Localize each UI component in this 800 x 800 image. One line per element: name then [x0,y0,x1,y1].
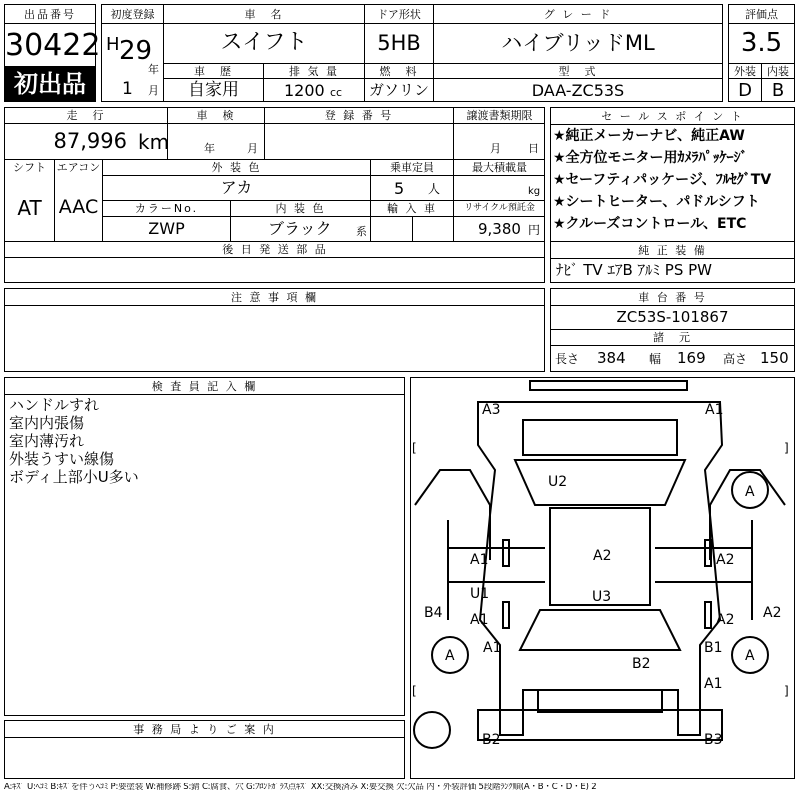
height-value: 150 [760,349,789,367]
model-label: 型 式 [558,65,598,78]
dimensions-label: 諸 元 [653,331,692,344]
transfer-month-unit: 月 [490,142,501,155]
sales-point-item: ★シートヒーター、パドルシフト [553,194,760,210]
door-label: ドア形状 [377,8,421,21]
damage-mark-a2-right-side: A2 [763,605,782,621]
length-label: 長さ [555,352,580,366]
car-name-label: 車 名 [244,8,284,21]
history: 自家用 [188,80,239,100]
damage-mark-a1-left-rear: A1 [483,640,502,656]
inspector-label: 検 査 員 記 入 欄 [151,380,258,393]
score-label: 評価点 [745,8,778,21]
ext-color: アカ [220,178,253,197]
ac: AAC [58,196,99,218]
damage-mark-u1: U1 [470,586,490,602]
sales-points-label: セ ー ル ス ポ イ ン ト [601,110,744,123]
history-label: 車 歴 [194,65,233,78]
notes-label: 注 意 事 項 欄 [231,291,318,304]
sales-point-item: ★セーフティパッケージ、ﾌﾙｾｸﾞTV [553,172,772,188]
displacement: 1200 [284,81,325,100]
fuel: ガソリン [368,81,429,99]
era-year: 29 [119,36,153,66]
damage-mark-b4: B4 [424,605,443,621]
equipment-list: ﾅﾋﾞ TV ｴｱB ｱﾙﾐ PS PW [556,261,712,279]
bracket-close: ] [784,441,789,455]
import-label: 輸 入 車 [387,202,437,215]
int-color: ブラック [268,219,332,238]
damage-mark-b2-center: B2 [632,656,651,672]
later-parts-label: 後 日 発 送 部 品 [222,243,328,256]
lot-label: 出品番号 [24,8,76,21]
int-color-label: 内 装 色 [275,202,326,215]
inspector-note: ハンドルすれ [9,396,100,414]
damage-mark-b3: B3 [704,732,723,748]
damage-mark-a-right-wheel: A [745,648,755,664]
transfer-day-unit: 日 [528,142,539,155]
model: DAA-ZC53S [531,81,625,100]
registration-label: 登 録 番 号 [324,109,394,122]
ac-label: エアコン [56,161,101,174]
chassis-number: ZC53S-101867 [616,308,729,326]
fuel-label: 燃 料 [379,65,419,78]
recycle: 9,380 [478,220,521,238]
displacement-label: 排 気 量 [289,65,339,78]
office-label: 事 務 局 よ り ご 案 内 [133,723,276,736]
inspector-note: 室内薄汚れ [9,432,85,450]
lot-number: 30422 [5,28,101,63]
inspection-label: 車 検 [196,109,236,122]
displacement-unit: cc [330,86,343,99]
damage-mark-a-right-top: A [745,484,755,500]
inspection-year-unit: 年 [204,142,215,155]
mileage: 87,996 [53,129,127,153]
damage-mark-a1-right-rear: A1 [704,676,723,692]
damage-mark-u3: U3 [592,589,612,605]
inspector-note: ボディ上部小U多い [9,468,139,486]
color-no: ZWP [148,219,185,238]
damage-mark-a1-top: A1 [705,402,724,418]
load-unit: kg [528,186,541,197]
width-value: 169 [677,349,706,367]
length-value: 384 [597,349,626,367]
interior-grade: B [771,80,785,101]
capacity-label: 乗車定員 [390,161,434,174]
damage-mark-a1-left-door: A1 [470,552,489,568]
mileage-unit: km [138,130,170,154]
equipment-label: 純 正 装 備 [638,244,707,257]
era: H [106,34,120,55]
damage-mark-b1: B1 [704,640,723,656]
damage-mark-a2-center: A2 [593,548,612,564]
damage-mark-a-left-wheel: A [445,648,455,664]
sales-point-item: ★全方位モニター用ｶﾒﾗﾊﾟｯｹｰｼﾞ [553,150,748,166]
damage-mark-b2-bottom: B2 [482,732,501,748]
color-no-label: カラーNo. [134,202,199,215]
sales-point-item: ★純正メーカーナビ、純正AW [553,128,745,144]
door-type: 5HB [377,31,421,55]
inspection-month-unit: 月 [247,142,258,155]
bracket-open: [ [412,684,417,698]
mileage-label: 走 行 [66,109,106,122]
int-color-unit: 系 [356,225,367,238]
score: 3.5 [740,28,783,58]
legend-footer: A:ｷｽﾞ U:ﾍｺﾐ B:ｷｽﾞを伴うﾍｺﾐ P:要塗装 W:補修跡 S:錆 C:腐食、穴 G:ﾌﾛﾝﾄｶﾞﾗｽ点ｷｽﾞ XX:交換済み X:要交換 欠:欠品 内・外装評価 5段階ﾗﾝｸ順(A・B・C・D・E) 2 [4,783,597,792]
damage-mark-a2-right-rdoor: A2 [716,612,735,628]
damage-mark-a2-right-door: A2 [716,552,735,568]
width-label: 幅 [649,352,662,366]
shift: AT [17,196,42,220]
transfer-label: 譲渡書類期限 [466,109,533,122]
car-name: スイフト [220,30,308,55]
recycle-label: リサイクル預託金 [464,203,535,213]
exterior-grade: D [738,80,752,101]
chassis-label: 車 台 番 号 [638,291,707,304]
load-label: 最大積載量 [472,161,527,174]
bracket-close: ] [784,684,789,698]
grade-label: グ レ ー ド [543,8,613,21]
first-listing-label: 初出品 [14,70,86,98]
year-unit: 年 [148,63,159,76]
height-label: 高さ [723,352,748,366]
ext-color-label: 外 装 色 [211,161,262,174]
first-reg-label: 初度登録 [110,8,155,21]
shift-label: シフト [13,161,46,174]
month-unit: 月 [148,84,159,97]
month: 1 [122,79,133,99]
exterior-label: 外装 [734,65,756,78]
damage-mark-a3: A3 [482,402,501,418]
damage-mark-u2: U2 [548,474,568,490]
inspector-note: 室内内張傷 [9,414,85,432]
capacity: 5 [394,179,405,198]
sales-point-item: ★クルーズコントロール、ETC [553,216,747,232]
recycle-unit: 円 [528,223,541,237]
grade: ハイブリッドML [501,31,655,55]
capacity-unit: 人 [428,182,441,196]
bracket-open: [ [412,441,417,455]
inspector-note: 外装うすい線傷 [9,450,115,468]
damage-mark-a1-left-rdoor: A1 [470,612,489,628]
interior-label: 内装 [767,65,789,78]
